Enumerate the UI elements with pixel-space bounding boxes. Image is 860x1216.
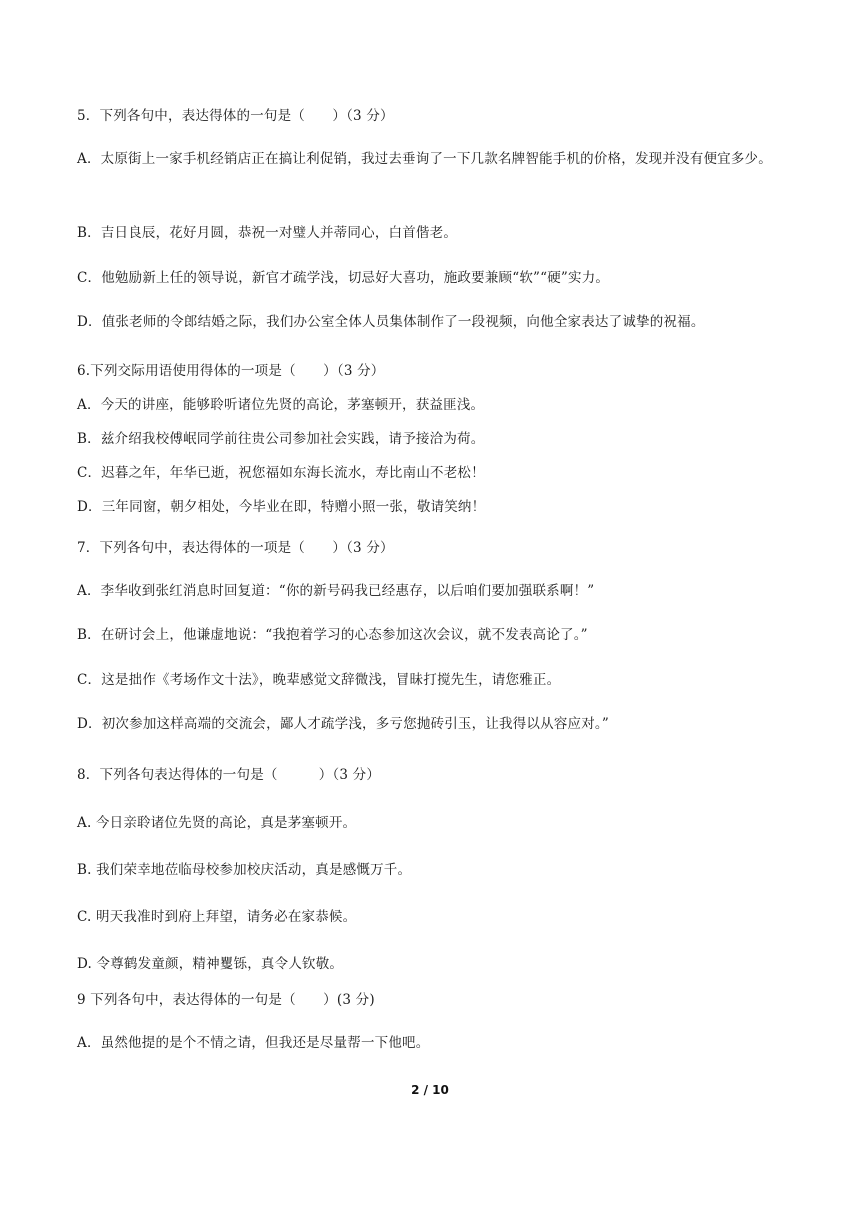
question-5-option-b: B．吉日良辰，花好月圆，恭祝一对璧人并蒂同心，白首偕老。 (77, 225, 458, 241)
question-8-option-b: B. 我们荣幸地莅临母校参加校庆活动，真是感慨万千。 (77, 862, 412, 878)
question-6-option-c: C．迟暮之年，年华已逝，祝您福如东海长流水，寿比南山不老松！ (77, 465, 485, 481)
question-8-option-c: C. 明天我准时到府上拜望，请务必在家恭候。 (77, 909, 357, 925)
question-9-option-a: A．虽然他提的是个不情之请，但我还是尽量帮一下他吧。 (77, 1035, 430, 1051)
question-7-stem: 7．下列各句中，表达得体的一项是（ ）（3 分） (77, 540, 394, 556)
question-6-option-a: A．今天的讲座，能够聆听诸位先贤的高论，茅塞顿开，获益匪浅。 (77, 397, 485, 413)
question-5-option-c: C．他勉励新上任的领导说，新官才疏学浅，切忌好大喜功，施政要兼顾“软”“硬”实力。 (77, 270, 610, 286)
question-8-stem: 8．下列各句表达得体的一句是（ ）（3 分） (77, 767, 381, 783)
question-7-option-d: D．初次参加这样高端的交流会，鄙人才疏学浅，多亏您抛砖引玉，让我得以从容应对。” (77, 716, 609, 732)
question-6-option-d: D．三年同窗，朝夕相处，今毕业在即，特赠小照一张，敬请笑纳！ (77, 499, 486, 515)
question-5-stem: 5．下列各句中，表达得体的一句是（ ）（3 分） (77, 108, 394, 124)
question-5-option-d: D．值张老师的令郎结婚之际，我们办公室全体人员集体制作了一段视频，向他全家表达了诚挚的祝福。 (77, 314, 705, 330)
question-7-option-c: C．这是拙作《考场作文十法》，晚辈感觉文辞微浅，冒昧打搅先生，请您雅正。 (77, 672, 561, 688)
question-5-option-a: A．太原街上一家手机经销店正在搞让利促销，我过去垂询了一下几款名牌智能手机的价格，发现并没有便宜多少。 (77, 151, 772, 167)
question-7-option-a: A．李华收到张红消息时回复道：“你的新号码我已经惠存，以后咱们要加强联系啊！” (77, 583, 595, 599)
question-8-option-a: A. 今日亲聆诸位先贤的高论，真是茅塞顿开。 (77, 815, 357, 831)
question-8-option-d: D. 令尊鹤发童颜，精神矍铄，真令人钦敬。 (77, 956, 344, 972)
question-9-stem: 9 下列各句中，表达得体的一句是（ ）(3 分) (77, 992, 375, 1008)
question-7-option-b: B．在研讨会上，他谦虚地说：“我抱着学习的心态参加这次会议，就不发表高论了。” (77, 627, 588, 643)
page-number: 2 / 10 (411, 1083, 449, 1097)
question-6-stem: 6.下列交际用语使用得体的一项是（ ）（3 分） (77, 363, 385, 379)
question-6-option-b: B．兹介绍我校傅岷同学前往贵公司参加社会实践，请予接洽为荷。 (77, 431, 485, 447)
